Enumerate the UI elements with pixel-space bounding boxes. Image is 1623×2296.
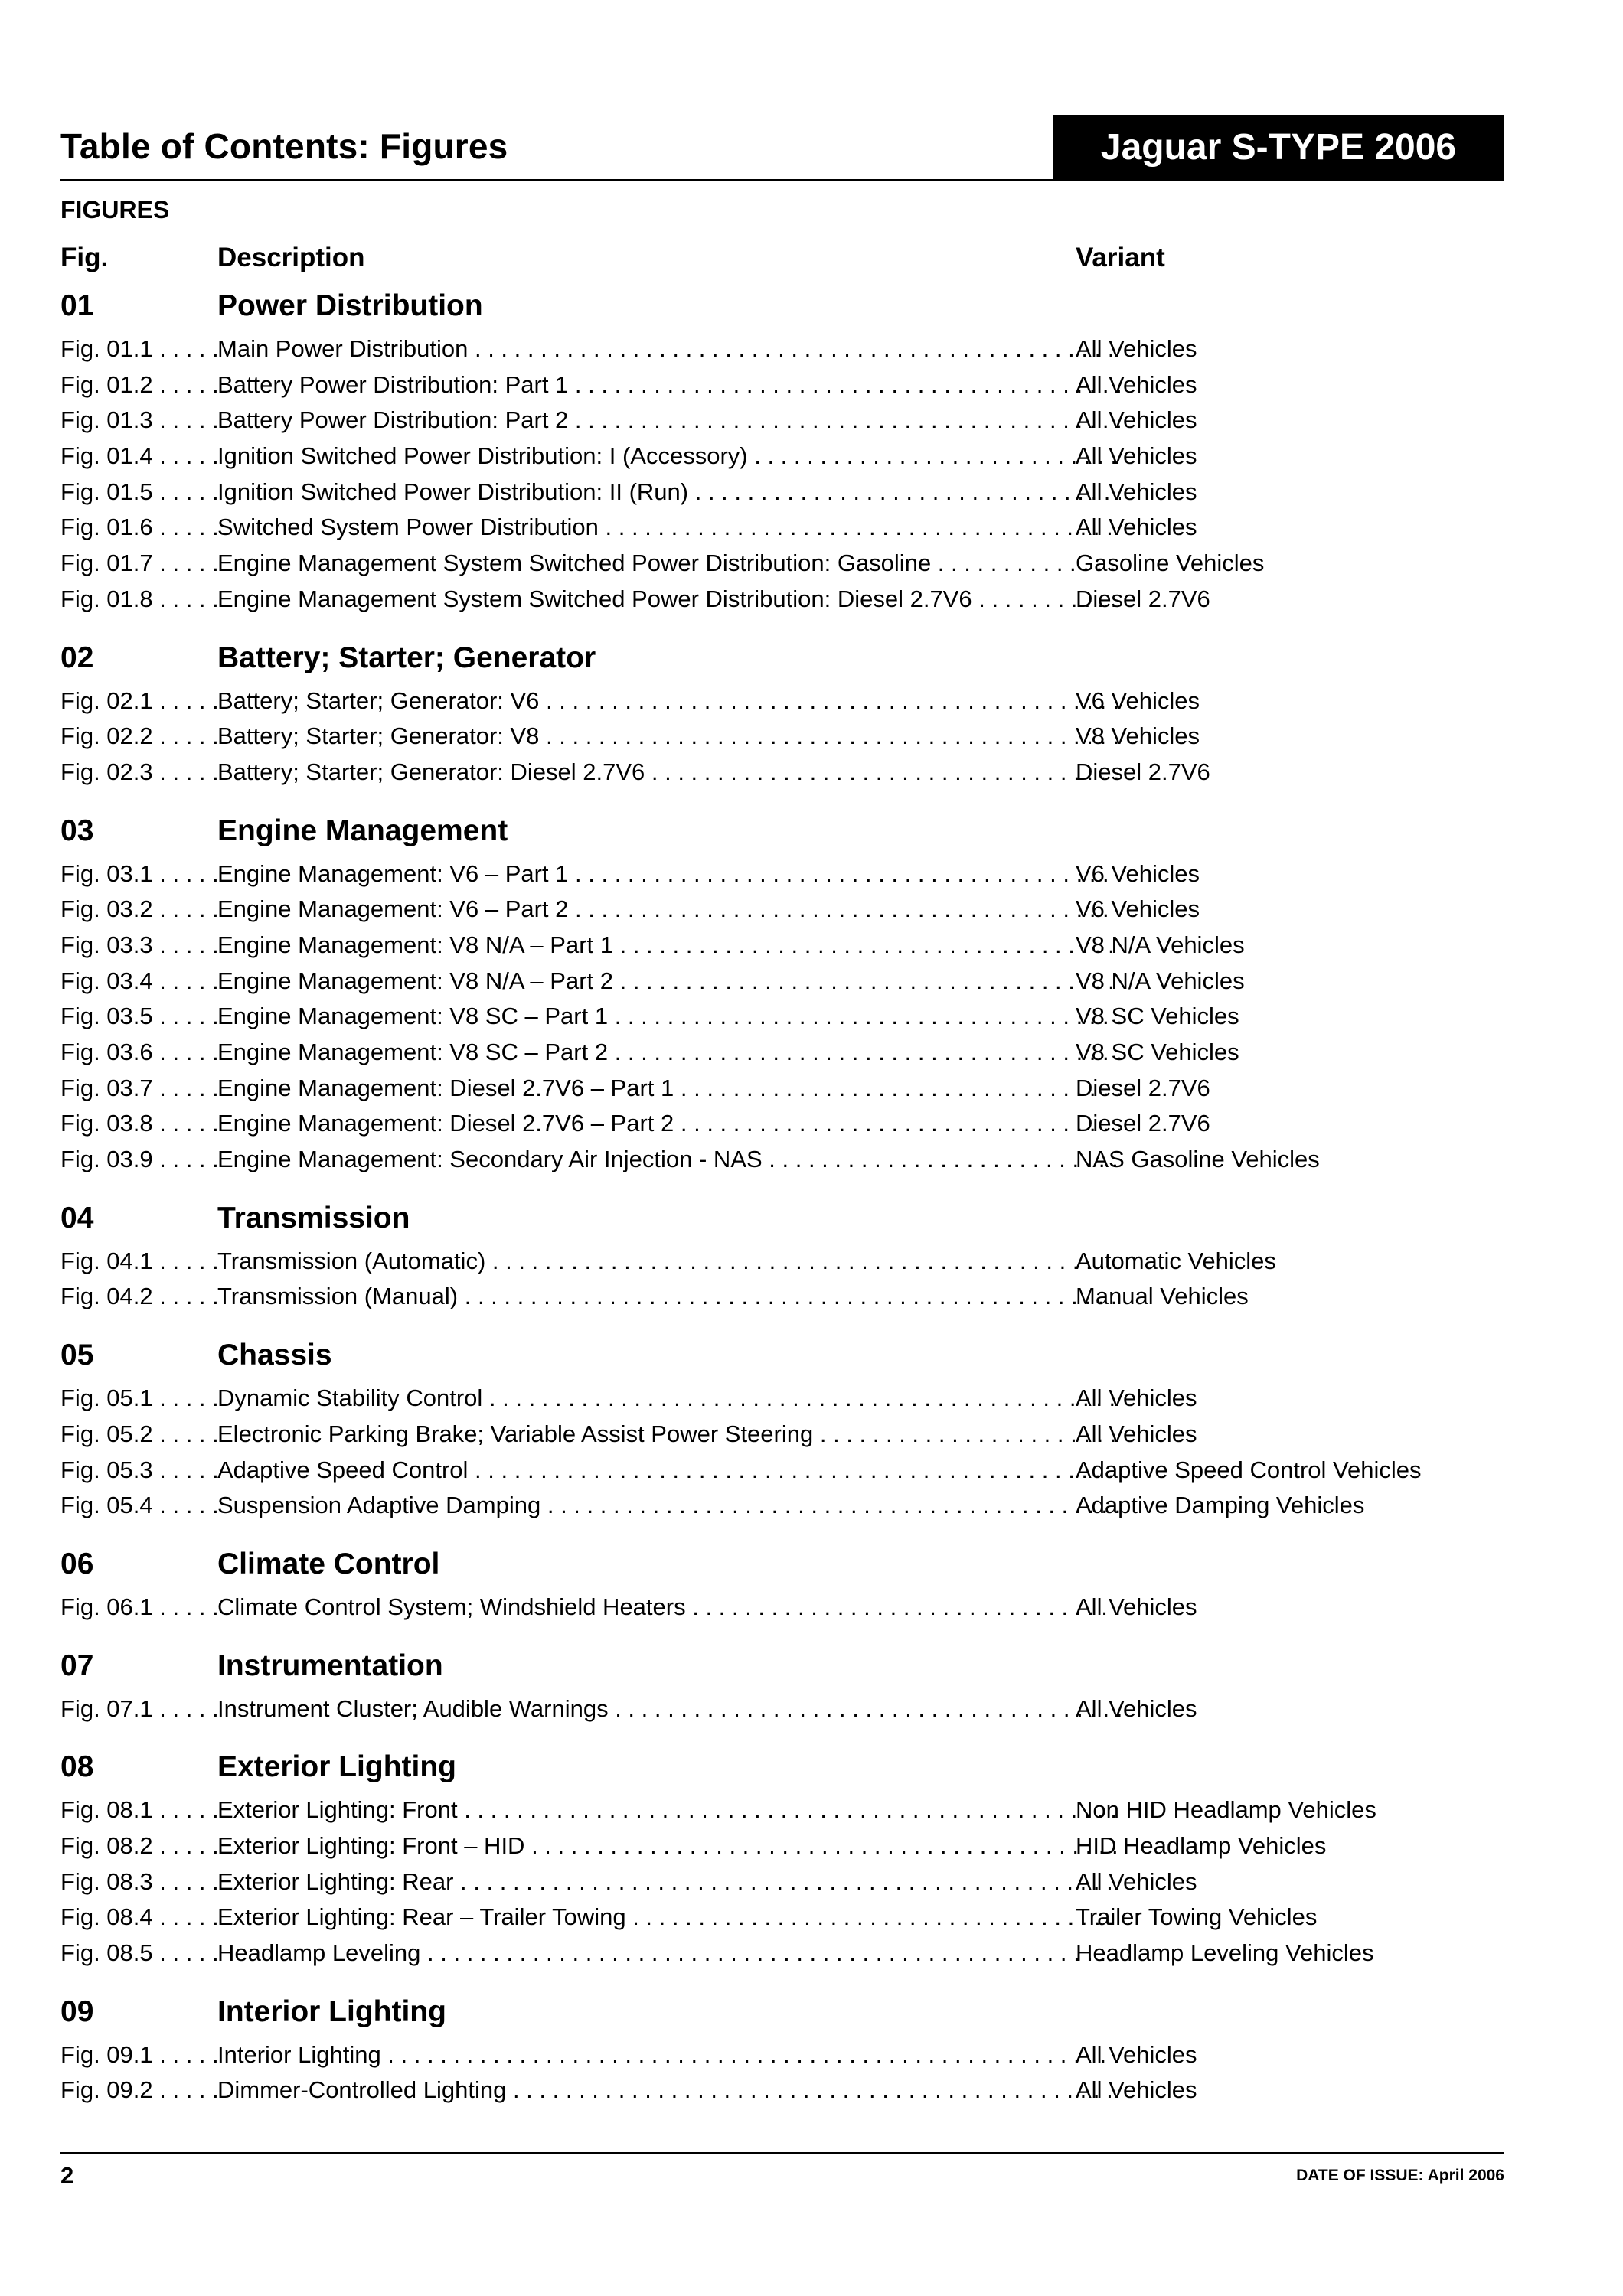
- figure-number: Fig. 04.1 . . .: [60, 1247, 217, 1275]
- group-title: Climate Control: [217, 1547, 440, 1580]
- figure-description: Main Power Distribution . . .: [217, 335, 1121, 363]
- figure-description: Adaptive Speed Control . . .: [217, 1456, 1121, 1484]
- figure-entry[interactable]: [60, 581, 1504, 617]
- figure-number: Fig. 06.1 . . .: [60, 1593, 217, 1621]
- figure-number: Fig. 03.2 . . .: [60, 895, 217, 923]
- figure-description: Suspension Adaptive Damping . . .: [217, 1492, 1121, 1519]
- figure-description: Engine Management System Switched Power Distribution: Diesel 2.7V6 . . .: [217, 585, 1121, 613]
- figure-entry[interactable]: [60, 438, 1504, 474]
- group-number: 07: [60, 1649, 94, 1682]
- figure-variant: All Vehicles: [1076, 1384, 1197, 1412]
- figure-variant: All Vehicles: [1076, 1867, 1197, 1895]
- figure-number: Fig. 01.8 . . .: [60, 585, 217, 613]
- figure-number: Fig. 03.1 . . .: [60, 860, 217, 888]
- figure-variant: All Vehicles: [1076, 1593, 1197, 1620]
- group-heading: [60, 1988, 1504, 2037]
- figure-entry[interactable]: [60, 1899, 1504, 1935]
- figure-description: Exterior Lighting: Rear . . .: [217, 1868, 1121, 1896]
- figure-entry[interactable]: [60, 1792, 1504, 1828]
- figure-entry[interactable]: [60, 1034, 1504, 1070]
- figure-variant: Diesel 2.7V6: [1076, 1074, 1210, 1101]
- figure-description: Switched System Power Distribution . . .: [217, 514, 1121, 541]
- figure-entry[interactable]: [60, 331, 1504, 367]
- figure-entry[interactable]: [60, 1105, 1504, 1141]
- figure-group: [60, 1743, 1504, 1970]
- figure-entry[interactable]: [60, 1416, 1504, 1452]
- figure-description: Engine Management: Secondary Air Injection - NAS . . .: [217, 1146, 1121, 1173]
- figure-entry[interactable]: [60, 545, 1504, 581]
- model-badge: Jaguar S-TYPE 2006: [1053, 115, 1504, 179]
- figure-number: Fig. 03.6 . . .: [60, 1039, 217, 1066]
- figure-group: [60, 1331, 1504, 1523]
- figure-description: Transmission (Automatic) . . .: [217, 1247, 1121, 1275]
- figure-description: Headlamp Leveling . . .: [217, 1939, 1121, 1967]
- group-title: Transmission: [217, 1201, 410, 1234]
- figure-description: Engine Management: Diesel 2.7V6 – Part 2 . . .: [217, 1110, 1121, 1137]
- group-heading: [60, 282, 1504, 331]
- figure-group: [60, 1988, 1504, 2108]
- figure-variant: HID Headlamp Vehicles: [1076, 1831, 1327, 1859]
- group-title: Battery; Starter; Generator: [217, 641, 596, 674]
- figure-variant: V6 Vehicles: [1076, 859, 1200, 887]
- section-label: FIGURES: [60, 196, 170, 223]
- figure-number: Fig. 03.7 . . .: [60, 1075, 217, 1102]
- figure-entry[interactable]: [60, 718, 1504, 754]
- figure-variant: NAS Gasoline Vehicles: [1076, 1146, 1320, 1173]
- figure-variant: All Vehicles: [1076, 2040, 1197, 2068]
- figure-number: Fig. 02.2 . . .: [60, 722, 217, 750]
- figure-description: Battery; Starter; Generator: V8 . . .: [217, 722, 1121, 750]
- figure-entry[interactable]: [60, 474, 1504, 510]
- figure-entry[interactable]: [60, 998, 1504, 1034]
- group-heading: [60, 1331, 1504, 1380]
- group-title: Power Distribution: [217, 289, 483, 322]
- figure-description: Engine Management: V6 – Part 1 . . .: [217, 860, 1121, 888]
- figure-entry[interactable]: [60, 683, 1504, 719]
- figure-number: Fig. 08.5 . . .: [60, 1939, 217, 1967]
- figure-entry[interactable]: [60, 1691, 1504, 1727]
- figure-entry[interactable]: [60, 509, 1504, 545]
- figure-description: Exterior Lighting: Rear – Trailer Towing . . .: [217, 1903, 1121, 1931]
- column-header-variant: Variant: [1076, 243, 1165, 272]
- group-heading: [60, 807, 1504, 856]
- group-title: Exterior Lighting: [217, 1750, 456, 1784]
- group-number: 08: [60, 1750, 94, 1784]
- figure-entry[interactable]: [60, 1380, 1504, 1416]
- figure-entry[interactable]: [60, 1070, 1504, 1106]
- figure-number: Fig. 05.4 . . .: [60, 1492, 217, 1519]
- group-number: 05: [60, 1339, 94, 1372]
- figure-number: Fig. 01.5 . . .: [60, 478, 217, 506]
- figure-description: Interior Lighting . . .: [217, 2041, 1121, 2069]
- group-title: Chassis: [217, 1339, 332, 1372]
- figure-number: Fig. 03.3 . . .: [60, 931, 217, 959]
- group-heading: [60, 1642, 1504, 1691]
- figure-variant: All Vehicles: [1076, 1694, 1197, 1722]
- group-heading: [60, 1540, 1504, 1589]
- figure-variant: V8 Vehicles: [1076, 722, 1200, 750]
- figure-description: Engine Management: V8 SC – Part 1 . . .: [217, 1003, 1121, 1030]
- figure-number: Fig. 03.9 . . .: [60, 1146, 217, 1173]
- figure-number: Fig. 02.1 . . .: [60, 687, 217, 715]
- figure-number: Fig. 01.1 . . .: [60, 335, 217, 363]
- figure-group: [60, 1540, 1504, 1625]
- figure-variant: All Vehicles: [1076, 335, 1197, 362]
- column-header-description: Description: [217, 243, 365, 272]
- figure-entry[interactable]: [60, 1864, 1504, 1900]
- column-header-fig: Fig.: [60, 243, 109, 272]
- figure-number: Fig. 01.7 . . .: [60, 550, 217, 577]
- figure-description: Engine Management: V8 SC – Part 2 . . .: [217, 1039, 1121, 1066]
- figure-variant: All Vehicles: [1076, 442, 1197, 470]
- group-number: 03: [60, 814, 94, 847]
- figure-description: Battery Power Distribution: Part 2 . . .: [217, 406, 1121, 434]
- figure-description: Electronic Parking Brake; Variable Assist Power Steering . . .: [217, 1420, 1121, 1448]
- figure-variant: All Vehicles: [1076, 514, 1197, 541]
- figure-entry[interactable]: [60, 1828, 1504, 1864]
- figure-variant: Gasoline Vehicles: [1076, 550, 1265, 577]
- figure-entry[interactable]: [60, 856, 1504, 892]
- figure-number: Fig. 01.6 . . .: [60, 514, 217, 541]
- figure-variant: V8 N/A Vehicles: [1076, 931, 1245, 958]
- figure-description: Climate Control System; Windshield Heaters . . .: [217, 1593, 1121, 1621]
- issue-date: DATE OF ISSUE: April 2006: [1296, 2167, 1504, 2184]
- figure-variant: Non HID Headlamp Vehicles: [1076, 1796, 1376, 1824]
- figure-variant: Adaptive Damping Vehicles: [1076, 1492, 1365, 1519]
- figure-entry[interactable]: [60, 963, 1504, 999]
- figure-description: Instrument Cluster; Audible Warnings . . .: [217, 1695, 1121, 1723]
- figure-entry[interactable]: [60, 367, 1504, 403]
- page-title: Table of Contents: Figures: [60, 126, 508, 166]
- figure-entry[interactable]: [60, 1243, 1504, 1279]
- figure-description: Exterior Lighting: Front . . .: [217, 1796, 1121, 1824]
- figure-group: [60, 282, 1504, 617]
- group-number: 02: [60, 641, 94, 674]
- figure-variant: V8 SC Vehicles: [1076, 1003, 1239, 1030]
- figure-number: Fig. 03.4 . . .: [60, 967, 217, 995]
- page-number: 2: [60, 2162, 74, 2189]
- figure-group: [60, 1642, 1504, 1727]
- figure-number: Fig. 01.3 . . .: [60, 406, 217, 434]
- figure-number: Fig. 05.2 . . .: [60, 1420, 217, 1448]
- figure-entry[interactable]: [60, 402, 1504, 438]
- figure-number: Fig. 05.3 . . .: [60, 1456, 217, 1484]
- figure-number: Fig. 01.4 . . .: [60, 442, 217, 470]
- group-heading: [60, 1194, 1504, 1243]
- figure-number: Fig. 04.2 . . .: [60, 1283, 217, 1310]
- figure-number: Fig. 01.2 . . .: [60, 371, 217, 399]
- figure-entry[interactable]: [60, 927, 1504, 963]
- group-title: Interior Lighting: [217, 1994, 446, 2028]
- figure-number: Fig. 02.3 . . .: [60, 758, 217, 786]
- figure-variant: All Vehicles: [1076, 370, 1197, 398]
- figure-variant: Adaptive Speed Control Vehicles: [1076, 1456, 1422, 1483]
- figure-group: [60, 634, 1504, 790]
- figure-description: Transmission (Manual) . . .: [217, 1283, 1121, 1310]
- page-header: [60, 115, 1504, 181]
- figure-entry[interactable]: [60, 2037, 1504, 2073]
- figure-entry[interactable]: [60, 1487, 1504, 1523]
- figure-entry[interactable]: [60, 1278, 1504, 1314]
- group-heading: [60, 634, 1504, 683]
- group-number: 09: [60, 1994, 94, 2028]
- figure-group: [60, 807, 1504, 1177]
- group-number: 04: [60, 1201, 94, 1234]
- figure-variant: Headlamp Leveling Vehicles: [1076, 1939, 1374, 1966]
- figure-variant: All Vehicles: [1076, 478, 1197, 505]
- figure-description: Dynamic Stability Control . . .: [217, 1384, 1121, 1412]
- figure-description: Battery; Starter; Generator: Diesel 2.7V6 . . .: [217, 758, 1121, 786]
- figure-description: Battery; Starter; Generator: V6 . . .: [217, 687, 1121, 715]
- figure-variant: Trailer Towing Vehicles: [1076, 1903, 1318, 1931]
- figure-variant: Automatic Vehicles: [1076, 1247, 1276, 1274]
- figure-description: Engine Management System Switched Power Distribution: Gasoline . . .: [217, 550, 1121, 577]
- figure-number: Fig. 07.1 . . .: [60, 1695, 217, 1723]
- figure-number: Fig. 05.1 . . .: [60, 1384, 217, 1412]
- figure-number: Fig. 03.5 . . .: [60, 1003, 217, 1030]
- figure-entry[interactable]: [60, 1452, 1504, 1488]
- figure-entry[interactable]: [60, 1141, 1504, 1177]
- figure-group: [60, 1194, 1504, 1314]
- figure-entry[interactable]: [60, 891, 1504, 927]
- figure-number: Fig. 08.1 . . .: [60, 1796, 217, 1824]
- figure-entry[interactable]: [60, 2072, 1504, 2108]
- figure-variant: V6 Vehicles: [1076, 687, 1200, 714]
- page-footer: [60, 2152, 1504, 2200]
- figure-description: Dimmer-Controlled Lighting . . .: [217, 2076, 1121, 2104]
- figure-description: Engine Management: Diesel 2.7V6 – Part 1 . . .: [217, 1075, 1121, 1102]
- group-title: Instrumentation: [217, 1649, 443, 1682]
- figure-number: Fig. 08.4 . . .: [60, 1903, 217, 1931]
- figure-description: Engine Management: V8 N/A – Part 1 . . .: [217, 931, 1121, 959]
- figure-variant: V8 SC Vehicles: [1076, 1039, 1239, 1065]
- figure-number: Fig. 09.2 . . .: [60, 2076, 217, 2104]
- figure-description: Engine Management: V8 N/A – Part 2 . . .: [217, 967, 1121, 995]
- group-number: 06: [60, 1547, 94, 1580]
- figure-number: Fig. 08.3 . . .: [60, 1868, 217, 1896]
- group-title: Engine Management: [217, 814, 508, 847]
- figure-variant: All Vehicles: [1076, 406, 1197, 434]
- figure-entry[interactable]: [60, 1589, 1504, 1625]
- figure-description: Exterior Lighting: Front – HID . . .: [217, 1832, 1121, 1860]
- figure-variant: Diesel 2.7V6: [1076, 1110, 1210, 1137]
- figure-variant: V6 Vehicles: [1076, 895, 1200, 923]
- figure-number: Fig. 09.1 . . .: [60, 2041, 217, 2069]
- figure-variant: Manual Vehicles: [1076, 1283, 1249, 1310]
- figure-entry[interactable]: [60, 1935, 1504, 1971]
- figure-number: Fig. 03.8 . . .: [60, 1110, 217, 1137]
- group-heading: [60, 1743, 1504, 1792]
- figure-description: Battery Power Distribution: Part 1 . . .: [217, 371, 1121, 399]
- figure-variant: Diesel 2.7V6: [1076, 585, 1210, 612]
- figure-variant: Diesel 2.7V6: [1076, 758, 1210, 785]
- figure-entry[interactable]: [60, 754, 1504, 790]
- figure-description: Ignition Switched Power Distribution: II (Run) . . .: [217, 478, 1121, 506]
- figure-variant: All Vehicles: [1076, 1420, 1197, 1447]
- figure-variant: All Vehicles: [1076, 2076, 1197, 2104]
- group-number: 01: [60, 289, 94, 322]
- figure-number: Fig. 08.2 . . .: [60, 1832, 217, 1860]
- figure-description: Ignition Switched Power Distribution: I (Accessory) . . .: [217, 442, 1121, 470]
- figure-description: Engine Management: V6 – Part 2 . . .: [217, 895, 1121, 923]
- figure-list: [60, 282, 1504, 2125]
- figure-variant: V8 N/A Vehicles: [1076, 967, 1245, 994]
